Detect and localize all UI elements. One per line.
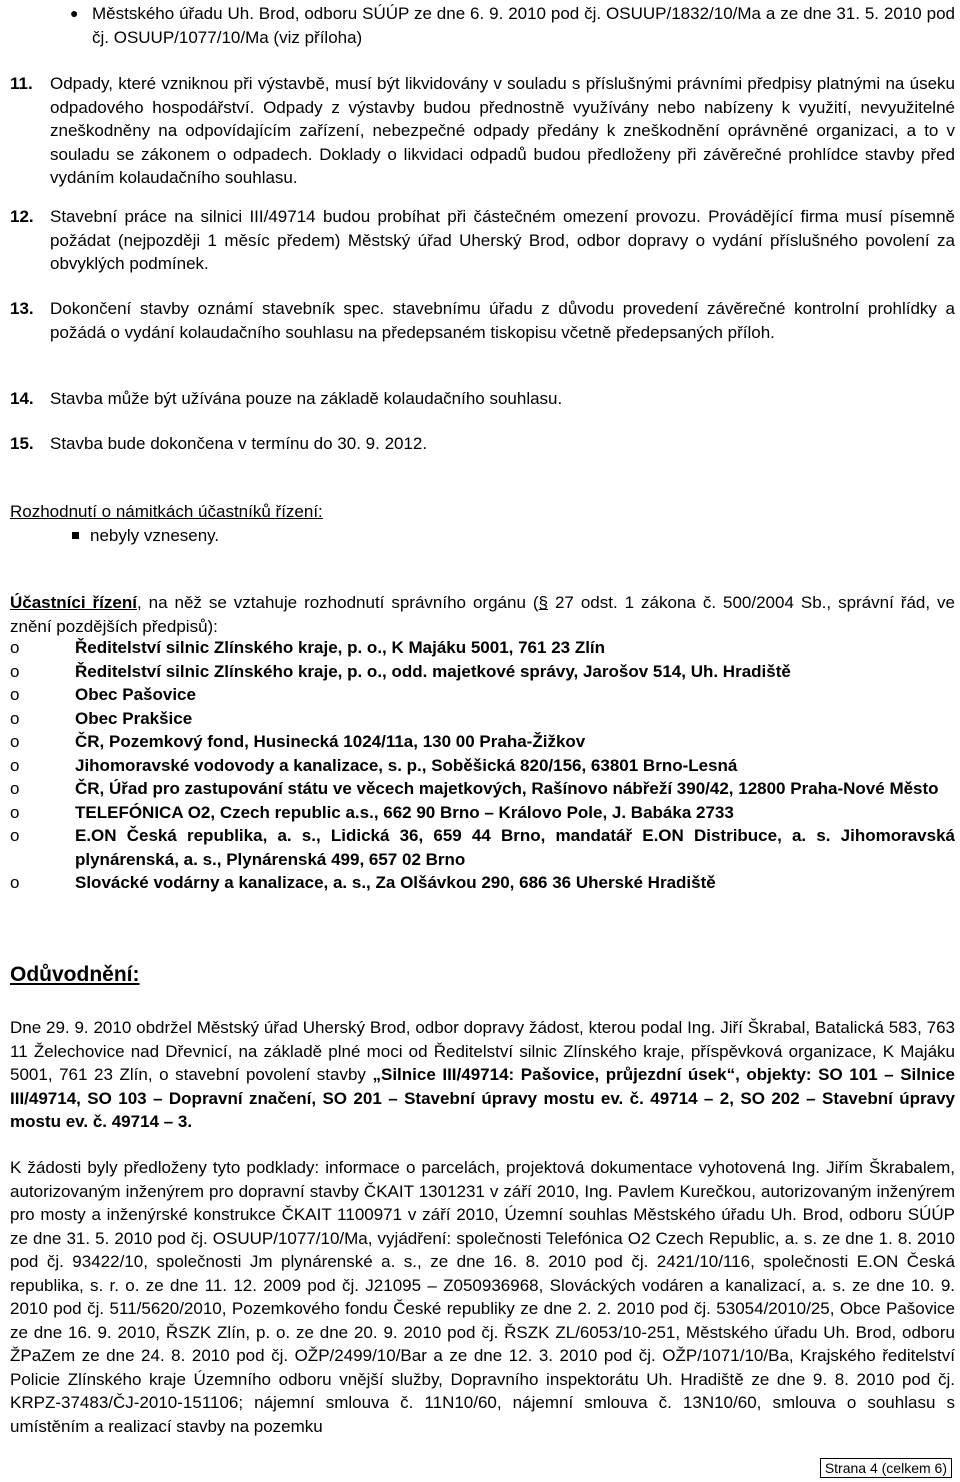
reasoning-text: Dne 29. 9. 2010 obdržel Městský úřad Uherský Brod, odbor dopravy žádost, kterou podal Ing. Jiří Škrabal, Batalická 583, 763 11 Želechovice nad Dřevnicí, na základě plné moci od Ředitelství silnic Zlínského kraje, příspěvková organizace, K Majáku 5001, 761 23 Zlín, o stavební povolení stavby <box>10 1018 955 1084</box>
condition-number: 11. <box>10 74 33 93</box>
participant-item <box>10 754 955 778</box>
participant-item <box>10 824 955 871</box>
circle-bullet-icon: o <box>10 873 20 892</box>
participants-intro-text: , na něž se vztahuje rozhodnutí správního orgánu ( <box>136 593 539 612</box>
condition-text: Odpady, které vzniknou při výstavbě, musí být likvidovány v souladu s příslušnými právními předpisy platnými na úseku odpadového hospodářství. Odpady z výstavby budou přednostně využívány nebo nabízeny k využití, nevyužitelné zneškodněny na odpovídajícím zařízení, nebezpečné odpady předány k zneškodnění oprávněné organizaci, a to v souladu se zákonem o odpadech. Doklady o likvidaci odpadů budou předloženy při závěrečné prohlídce stavby před vydáním kolaudačního souhlasu. <box>50 74 955 187</box>
participant-item <box>10 730 955 754</box>
top-bullet <box>10 2 955 49</box>
participant-text: Ředitelství silnic Zlínského kraje, p. o., odd. majetkové správy, Jarošov 514, Uh. Hradiště <box>75 661 791 681</box>
condition-item <box>10 432 955 456</box>
participant-item <box>10 777 955 801</box>
circle-bullet-icon: o <box>10 708 20 728</box>
objections-value: nebyly vzneseny. <box>90 525 220 545</box>
participant-text: Slovácké vodárny a kanalizace, a. s., Za Olšávkou 290, 686 36 Uherské Hradiště <box>75 873 716 892</box>
circle-bullet-icon: o <box>10 826 20 845</box>
condition-text: Stavba bude dokončena v termínu do 30. 9. 2012. <box>50 434 428 453</box>
circle-bullet-icon: o <box>10 685 20 704</box>
condition-item <box>10 205 955 276</box>
participant-item <box>10 636 955 660</box>
top-bullet-text: Městského úřadu Uh. Brod, odboru SÚÚP ze dne 6. 9. 2010 pod čj. OSUUP/1832/10/Ma a ze dne 31. 5. 2010 pod čj. OSUUP/1077/10/Ma (viz příloha) <box>92 4 955 47</box>
participants-heading: Účastníci řízení <box>10 593 137 612</box>
objections-heading: Rozhodnutí o námitkách účastníků řízení: <box>10 502 323 521</box>
square-bullet-icon <box>72 532 79 539</box>
condition-item <box>10 297 955 344</box>
project-name: „Silnice III/49714: Pašovice, průjezdní úsek“, objekty: SO 101 – Silnice III/49714, SO 103 – Dopravní značení, SO 201 – Stavební úpravy mostu ev. č. 49714 – 2, SO 202 – Stavební úpravy mostu ev. č. 49714 – 3. <box>10 1065 955 1131</box>
participants-list <box>10 636 955 895</box>
page-number: Strana 4 (celkem 6) <box>820 1458 952 1478</box>
circle-bullet-icon: o <box>10 755 20 775</box>
participant-text: ČR, Úřad pro zastupování státu ve věcech majetkových, Rašínovo nábřeží 390/42, 12800 Praha-Nové Město <box>75 779 939 798</box>
circle-bullet-icon: o <box>10 638 20 657</box>
paragraph-sign: § <box>538 593 548 612</box>
condition-number: 15. <box>10 434 34 453</box>
reasoning-paragraph-2: K žádosti byly předloženy tyto podklady: informace o parcelách, projektová dokumentace vyhotovená Ing. Jiřím Škrabalem, autorizovaným inženýrem pro dopravní stavby ČKAIT 1301231 v září 2010, Ing. Pavlem Kurečkou, autorizovaným inženýrem pro mosty a inženýrské konstrukce ČKAIT 1100971 v září 2010, Územní souhlas Městského úřadu Uh. Brod, odboru SÚÚP ze dne 31. 5. 2010 pod čj. OSUUP/1077/10/Ma, vyjádření: společnosti Telefónica O2 Czech Republic, a. s. ze dne 1. 8. 2010 pod čj. 93422/10, společnosti Jm plynárenské a. s., ze dne 16. 8. 2010 pod čj. 2421/10/116, společnosti E.ON Česká republika, s. r. o. ze dne 11. 12. 2009 pod čj. J21095 – Z050936968, Slováckých vodáren a kanalizací, a. s. ze dne 10. 9. 2010 pod čj. 511/5620/2010, Pozemkového fondu České republiky ze dne 2. 2. 2010 pod čj. 53054/2010/25, Obce Pašovice ze dne 16. 9. 2010, ŘSZK Zlín, p. o. ze dne 20. 9. 2010 pod čj. ŘSZK ZL/6053/10-251, Městského úřadu Uh. Brod, odboru ŽPaZem ze dne 24. 8. 2010 pod čj. OŽP/2499/10/Bar a ze dne 12. 3. 2010 pod čj. OŽP/1071/10/Ba, Krajského ředitelství Policie Zlínského kraje Územního odboru vnější služby, Dopravního inspektorátu Uh. Hradiště ze dne 9. 8. 2010 pod čj. KRPZ-37483/ČJ-2010-151106; nájemní smlouva č. 11N10/60, nájemní smlouva č. 13N10/60, smlouva o souhlasu s umístěním a realizací stavby na pozemku <box>10 1158 955 1436</box>
condition-text: Dokončení stavby oznámí stavebník spec. stavebnímu úřadu z důvodu provedení závěrečné kontrolní prohlídky a požádá o vydání kolaudačního souhlasu na předepsaném tiskopisu včetně předepsaných příloh. <box>50 299 955 342</box>
circle-bullet-icon: o <box>10 661 20 681</box>
circle-bullet-icon: o <box>10 732 20 751</box>
condition-number: 14. <box>10 389 34 408</box>
reasoning-heading: Odůvodnění: <box>10 963 140 986</box>
condition-text: Stavební práce na silnici III/49714 budou probíhat při částečném omezení provozu. Provádějící firma musí písemně požádat (nejpozději 1 měsíc předem) Městský úřad Uherský Brod, odbor dopravy o vydání příslušného povolení za obvyklých podmínek. <box>50 207 955 273</box>
condition-number: 13. <box>10 299 34 318</box>
participant-text: Obec Pašovice <box>75 685 196 704</box>
condition-text: Stavba může být užívána pouze na základě kolaudačního souhlasu. <box>50 389 563 408</box>
condition-item <box>10 387 955 411</box>
bullet-icon: ● <box>70 5 79 21</box>
condition-number: 12. <box>10 207 34 226</box>
participant-text: Jihomoravské vodovody a kanalizace, s. p., Soběšická 820/156, 63801 Brno-Lesná <box>75 755 738 775</box>
condition-item <box>10 72 955 190</box>
objections-section <box>10 500 955 547</box>
participants-intro-text-2: 27 odst. 1 zákona č. 500/2004 Sb., správní řád, ve znění pozdějších předpisů): <box>10 593 955 636</box>
circle-bullet-icon: o <box>10 802 20 822</box>
participant-item <box>10 801 955 825</box>
objections-item <box>10 524 955 548</box>
participant-text: ČR, Pozemkový fond, Husinecká 1024/11a, 130 00 Praha-Žižkov <box>75 732 586 751</box>
participant-item <box>10 707 955 731</box>
participants-intro <box>10 591 955 638</box>
participant-text: Obec Prakšice <box>75 708 193 728</box>
participant-item <box>10 871 955 895</box>
circle-bullet-icon: o <box>10 779 20 798</box>
participant-item <box>10 683 955 707</box>
reasoning-paragraph-1 <box>10 1016 955 1134</box>
participant-item <box>10 660 955 684</box>
participant-text: E.ON Česká republika, a. s., Lidická 36, 659 44 Brno, mandatář E.ON Distribuce, a. s. Jihomoravská plynárenská, a. s., Plynárenská 499, 657 02 Brno <box>75 826 955 869</box>
participant-text: Ředitelství silnic Zlínského kraje, p. o., K Majáku 5001, 761 23 Zlín <box>75 638 606 657</box>
participant-text: TELEFÓNICA O2, Czech republic a.s., 662 90 Brno – Královo Pole, J. Babáka 2733 <box>75 802 734 822</box>
